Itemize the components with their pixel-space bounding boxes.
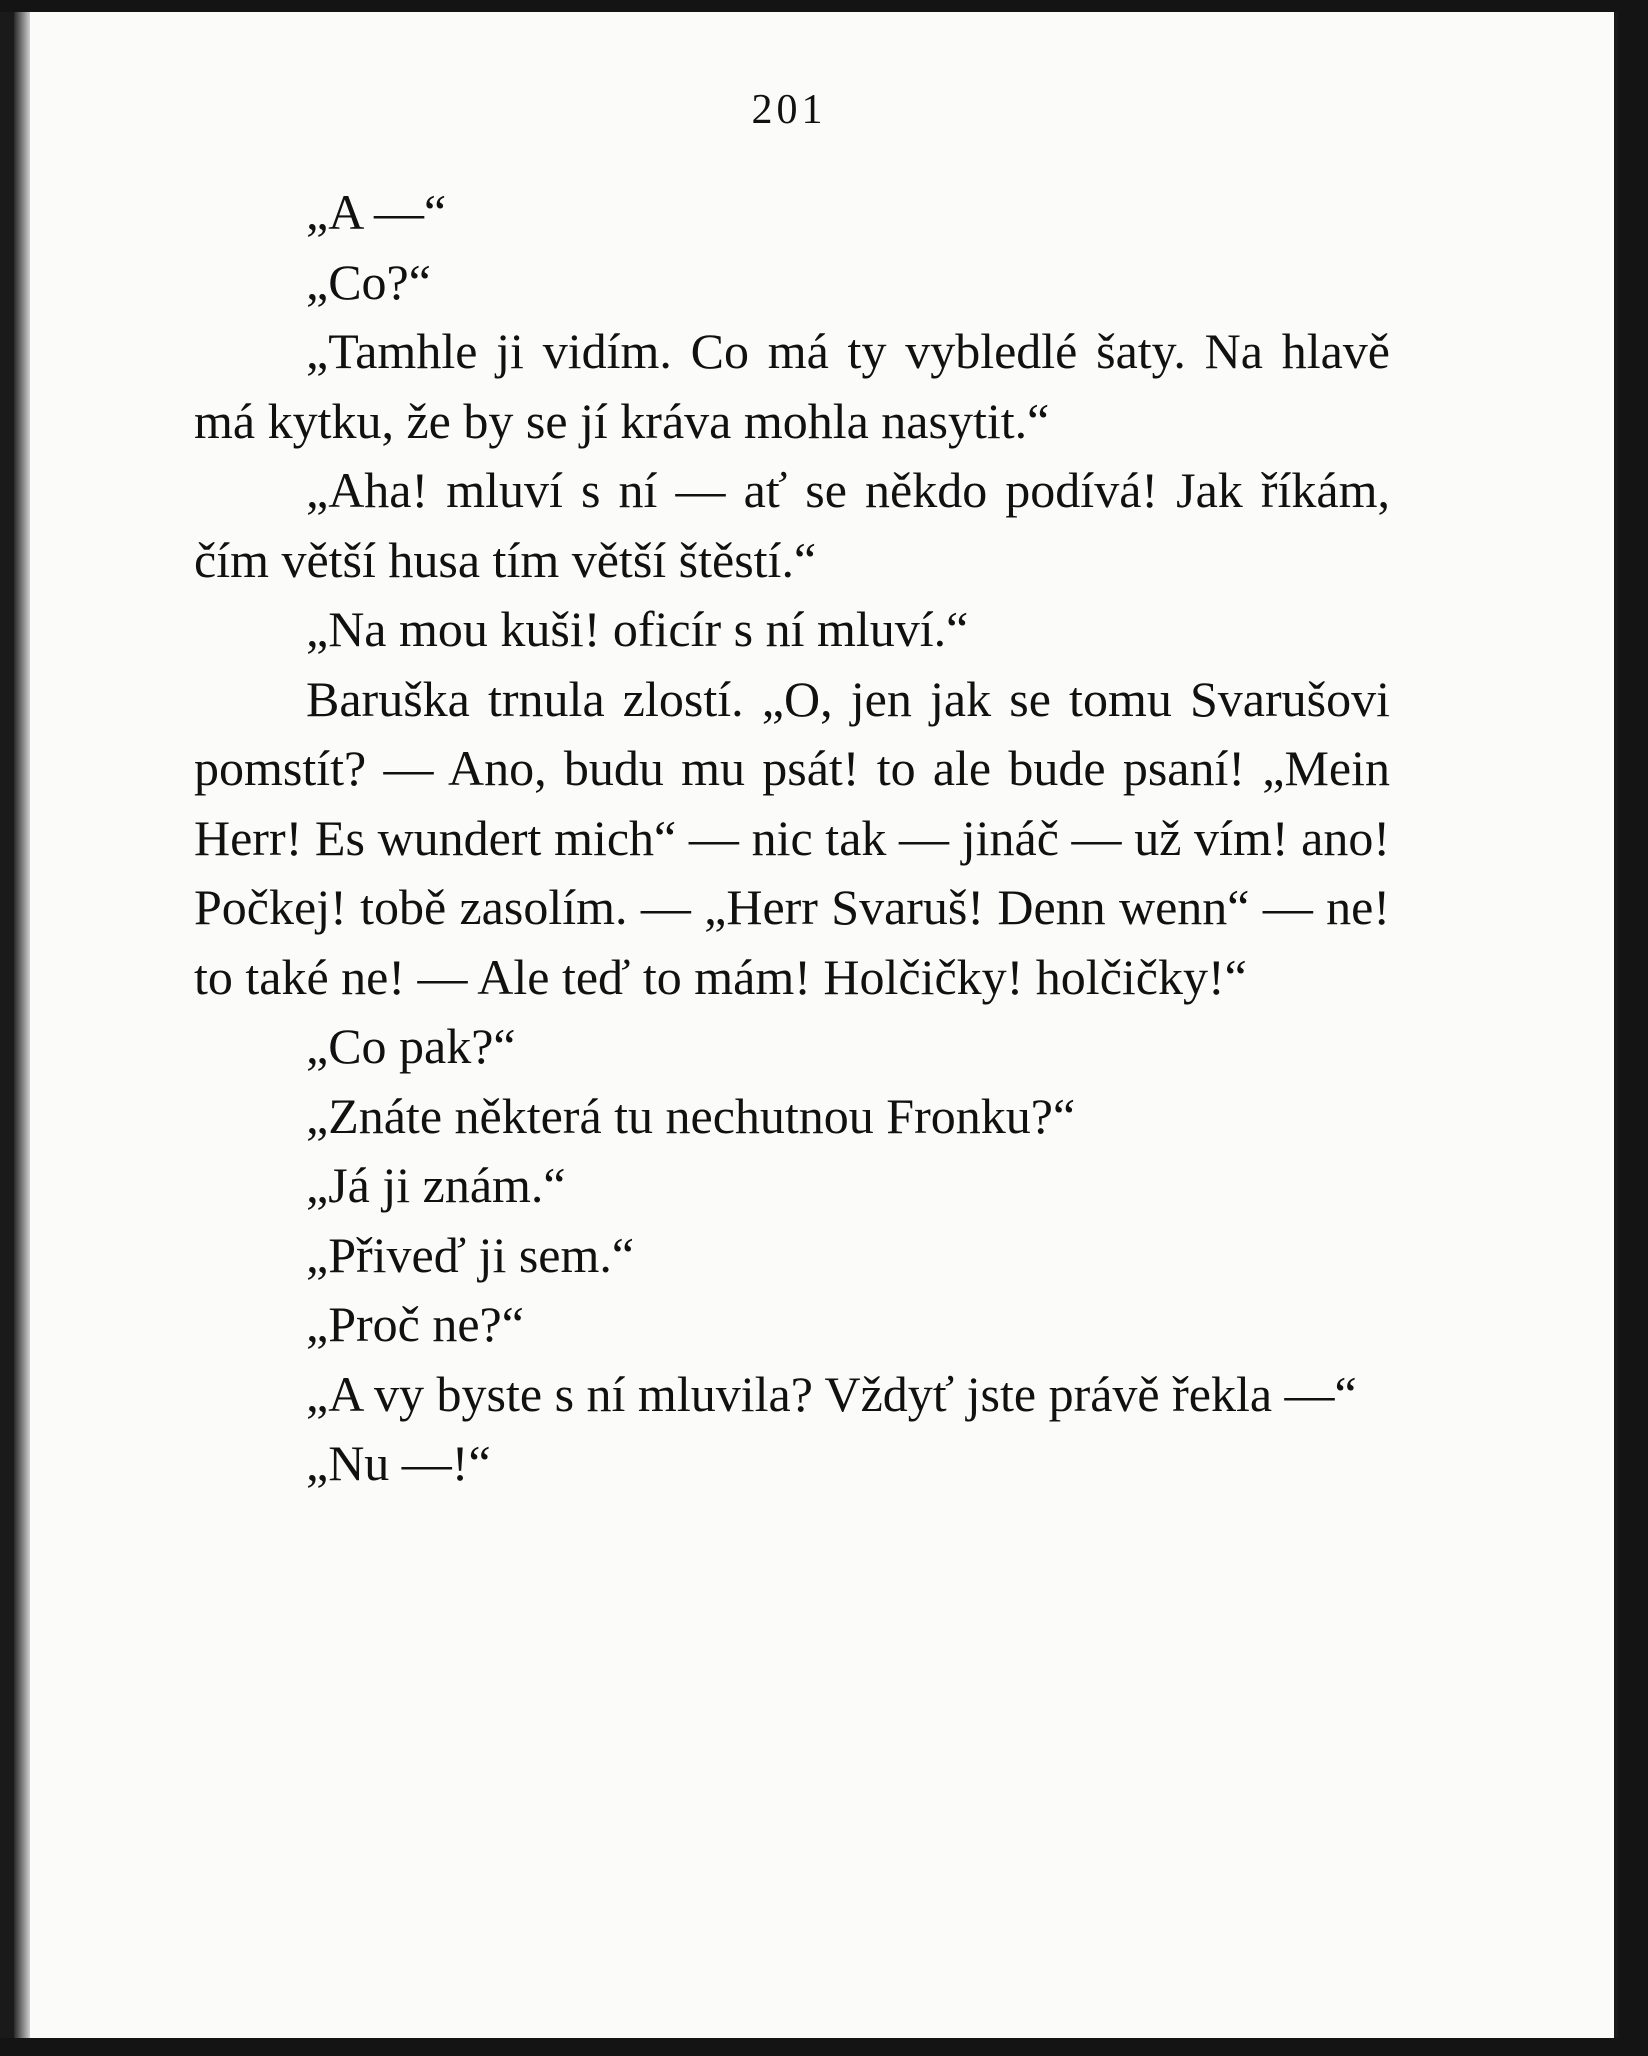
paragraph: „A vy byste s ní mluvila? Vždyť jste právě řekla —“	[306, 1365, 1357, 1422]
paragraph: „Co?“	[306, 253, 431, 310]
paragraph: „Co pak?“	[306, 1018, 516, 1074]
page-number: 201	[751, 87, 827, 133]
paragraph: „A —“	[306, 184, 447, 240]
book-page	[14, 12, 1614, 2038]
paragraph: „Přiveď ji sem.“	[306, 1226, 635, 1283]
paragraph: „Tamhle ji vidím. Co má ty vybledlé šaty. Na hlavě má kytku, že by se jí kráva mohla nasytit.“	[194, 323, 1390, 449]
scan-border-top	[0, 0, 1648, 12]
page-text	[194, 178, 1390, 1499]
paragraph: „Já ji znám.“	[306, 1157, 566, 1213]
paragraph: „Znáte některá tu nechutnou Fronku?“	[306, 1087, 1076, 1144]
paragraph: „Proč ne?“	[306, 1296, 524, 1352]
paragraph: „Na mou kuši! oficír s ní mluví.“	[306, 601, 969, 657]
scan-border-right	[1618, 0, 1648, 2056]
paragraph: Baruška trnula zlostí. „O, jen jak se tomu Svarušovi pomstít? — Ano, budu mu psát! to ale bude psaní! „Mein Herr! Es wundert mich“ — nic tak — jináč — už vím! ano! Počkej! tobě zasolím. — „Herr Svaruš! Denn wenn“ — ne! to také ne! — Ale teď to mám! Holčičky! holčičky!“	[194, 670, 1390, 1005]
paragraph: „Nu —!“	[306, 1435, 491, 1491]
scan-border-bottom	[0, 2038, 1648, 2056]
paragraph: „Aha! mluví s ní — ať se někdo podívá! Jak říkám, čím větší husa tím větší štěstí.“	[194, 462, 1390, 588]
book-spine-shadow	[14, 12, 30, 2038]
